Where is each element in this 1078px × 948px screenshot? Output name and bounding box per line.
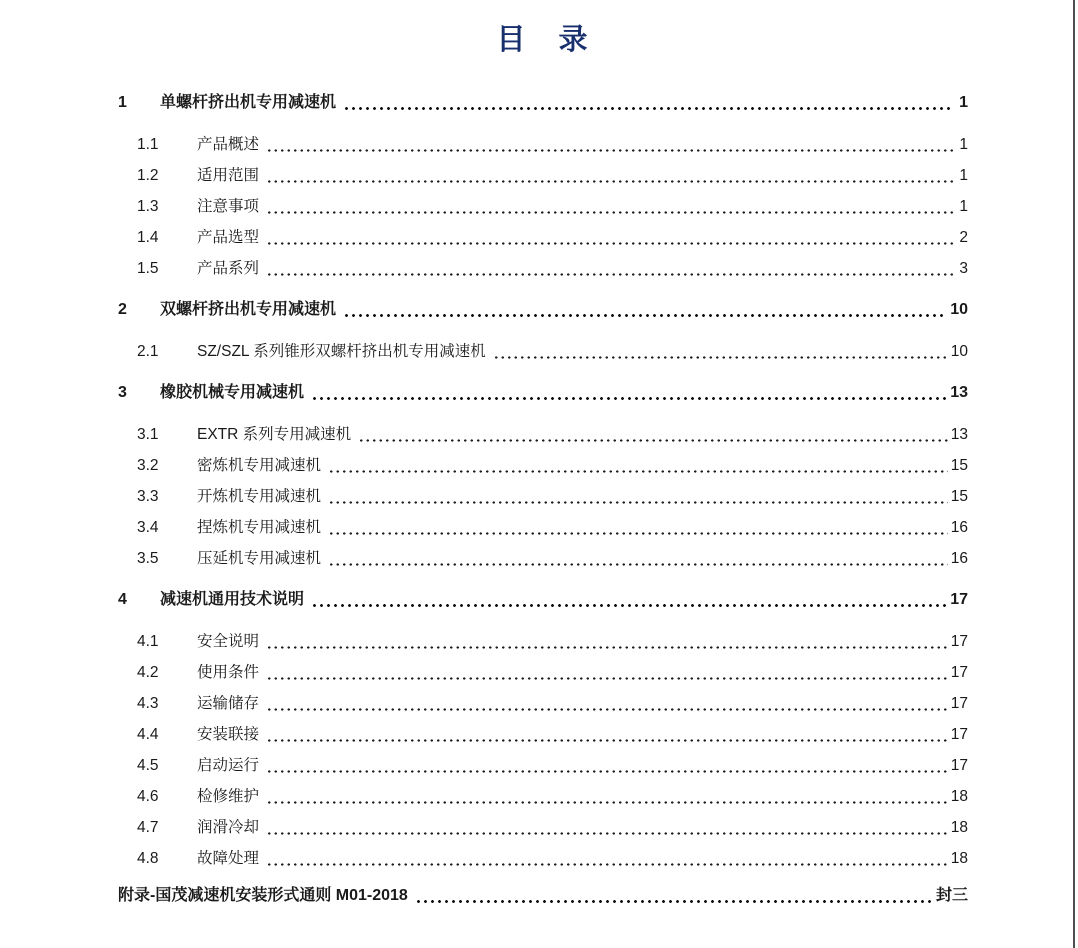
toc-entry-4.3[interactable] (137, 687, 968, 718)
dot-leader-icon (343, 311, 947, 320)
toc-entry-page: 1 (959, 94, 968, 111)
dot-leader-icon (358, 436, 948, 445)
dot-leader-icon (266, 829, 948, 838)
toc-entry-3.5[interactable] (137, 542, 968, 573)
dot-leader-icon (266, 239, 953, 248)
dot-leader-icon (266, 146, 953, 155)
toc-entry-page: 1 (959, 136, 968, 153)
toc-entry-4.1[interactable] (137, 625, 968, 656)
toc-entry-2[interactable] (118, 293, 968, 324)
toc-entry-number: 3.5 (137, 550, 159, 567)
dot-leader-icon (328, 498, 948, 507)
toc-entry-label: 润滑冷却 (197, 819, 260, 836)
toc-entry-label: 减速机通用技术说明 (160, 591, 305, 608)
toc-entry-3[interactable] (118, 376, 968, 407)
toc-entry-number: 3.4 (137, 519, 159, 536)
toc-entry-page: 1 (959, 198, 968, 215)
toc-entry-label: 捏炼机专用减速机 (197, 519, 322, 536)
toc-entry-3.3[interactable] (137, 480, 968, 511)
toc-entry-label: 产品系列 (197, 260, 260, 277)
dot-leader-icon (328, 560, 948, 569)
toc-entry-1.4[interactable] (137, 221, 968, 252)
dot-leader-icon (266, 270, 953, 279)
toc-entry-label: 安全说明 (197, 633, 260, 650)
dot-leader-icon (266, 643, 948, 652)
toc-entry-number: 1.4 (137, 229, 159, 246)
toc-entry-1.2[interactable] (137, 159, 968, 190)
toc-entry-label: 检修维护 (197, 788, 260, 805)
toc-entry-number: 3.1 (137, 426, 159, 443)
toc-entry-page: 18 (950, 788, 968, 805)
toc-entry-label: 双螺杆挤出机专用减速机 (160, 301, 337, 318)
toc-entry-label: 压延机专用减速机 (197, 550, 322, 567)
dot-leader-icon (266, 705, 948, 714)
toc-entry-page: 18 (950, 850, 968, 867)
toc-entry-page: 13 (950, 426, 968, 443)
toc-entry-label: 使用条件 (197, 664, 260, 681)
toc-entry-number: 2 (118, 301, 127, 318)
toc-entry-page: 16 (950, 519, 968, 536)
page-edge-line (1073, 0, 1075, 948)
dot-leader-icon (328, 467, 948, 476)
toc-entry-number: 4.1 (137, 633, 159, 650)
toc-entry-label: 产品概述 (197, 136, 260, 153)
toc-entry-page: 17 (950, 633, 968, 650)
toc-entry-1.5[interactable] (137, 252, 968, 283)
toc-entry-label: 单螺杆挤出机专用减速机 (160, 94, 337, 111)
dot-leader-icon (311, 601, 947, 610)
toc-entry-label: 附录-国茂减速机安装形式通则 M01-2018 (118, 887, 408, 904)
toc-entry-number: 4.4 (137, 726, 159, 743)
toc-entry-page: 10 (950, 301, 968, 318)
toc-entry-3.1[interactable] (137, 418, 968, 449)
toc-entry-page: 封三 (935, 887, 968, 904)
toc-entry-label: SZ/SZL 系列锥形双螺杆挤出机专用减速机 (197, 343, 486, 360)
toc-entry-appendix[interactable] (118, 879, 968, 910)
toc-entry-3.4[interactable] (137, 511, 968, 542)
dot-leader-icon (415, 897, 933, 906)
toc-entry-4[interactable] (118, 583, 968, 614)
dot-leader-icon (266, 177, 953, 186)
toc-entry-label: 适用范围 (197, 167, 260, 184)
dot-leader-icon (266, 860, 948, 869)
toc-entry-page: 17 (950, 757, 968, 774)
toc-entry-number: 4.3 (137, 695, 159, 712)
toc-entry-label: 橡胶机械专用减速机 (160, 384, 305, 401)
dot-leader-icon (266, 767, 948, 776)
toc-entry-label: 安装联接 (197, 726, 260, 743)
toc-entry-label: 密炼机专用减速机 (197, 457, 322, 474)
toc-entry-page: 15 (950, 488, 968, 505)
toc-entry-label: 开炼机专用减速机 (197, 488, 322, 505)
toc-entry-page: 17 (950, 664, 968, 681)
toc-entry-label: EXTR 系列专用减速机 (197, 426, 352, 443)
toc-entry-page: 1 (959, 167, 968, 184)
toc-entry-page: 10 (950, 343, 968, 360)
toc-entry-4.5[interactable] (137, 749, 968, 780)
toc-entry-number: 2.1 (137, 343, 159, 360)
toc-entry-1.1[interactable] (137, 128, 968, 159)
toc-entry-number: 1.3 (137, 198, 159, 215)
toc-entry-label: 注意事项 (197, 198, 260, 215)
dot-leader-icon (266, 208, 953, 217)
dot-leader-icon (266, 674, 948, 683)
toc-entry-number: 1.2 (137, 167, 159, 184)
toc-entry-page: 3 (959, 260, 968, 277)
toc-entry-number: 4.5 (137, 757, 159, 774)
toc-entry-4.4[interactable] (137, 718, 968, 749)
toc-entry-number: 3.3 (137, 488, 159, 505)
toc-entry-label: 故障处理 (197, 850, 260, 867)
toc-entry-2.1[interactable] (137, 335, 968, 366)
dot-leader-icon (343, 104, 953, 113)
dot-leader-icon (266, 736, 948, 745)
toc-entry-4.6[interactable] (137, 780, 968, 811)
toc-entry-label: 产品选型 (197, 229, 260, 246)
toc-entry-number: 1.5 (137, 260, 159, 277)
toc-entry-number: 3.2 (137, 457, 159, 474)
toc-entry-1[interactable] (118, 86, 968, 117)
toc-entry-4.8[interactable] (137, 842, 968, 873)
toc-entry-page: 2 (959, 229, 968, 246)
toc-entry-4.7[interactable] (137, 811, 968, 842)
toc-entry-page: 16 (950, 550, 968, 567)
toc-entry-number: 4.6 (137, 788, 159, 805)
toc-entry-page: 17 (950, 695, 968, 712)
toc-entry-number: 4 (118, 591, 127, 608)
toc-entry-page: 18 (950, 819, 968, 836)
toc-entry-page: 17 (950, 591, 968, 608)
toc-entry-number: 4.8 (137, 850, 159, 867)
toc-entry-number: 1.1 (137, 136, 159, 153)
dot-leader-icon (266, 798, 948, 807)
toc-list (118, 86, 968, 910)
toc-entry-page: 17 (950, 726, 968, 743)
toc-entry-page: 15 (950, 457, 968, 474)
toc-entry-number: 4.2 (137, 664, 159, 681)
toc-entry-label: 启动运行 (197, 757, 260, 774)
dot-leader-icon (328, 529, 948, 538)
toc-entry-number: 4.7 (137, 819, 159, 836)
toc-entry-4.2[interactable] (137, 656, 968, 687)
toc-entry-number: 1 (118, 94, 127, 111)
toc-entry-3.2[interactable] (137, 449, 968, 480)
toc-entry-label: 运输储存 (197, 695, 260, 712)
dot-leader-icon (311, 394, 947, 403)
toc-entry-number: 3 (118, 384, 127, 401)
toc-entry-page: 13 (950, 384, 968, 401)
page-title: 目 录 (496, 24, 590, 56)
dot-leader-icon (493, 353, 948, 362)
toc-entry-1.3[interactable] (137, 190, 968, 221)
